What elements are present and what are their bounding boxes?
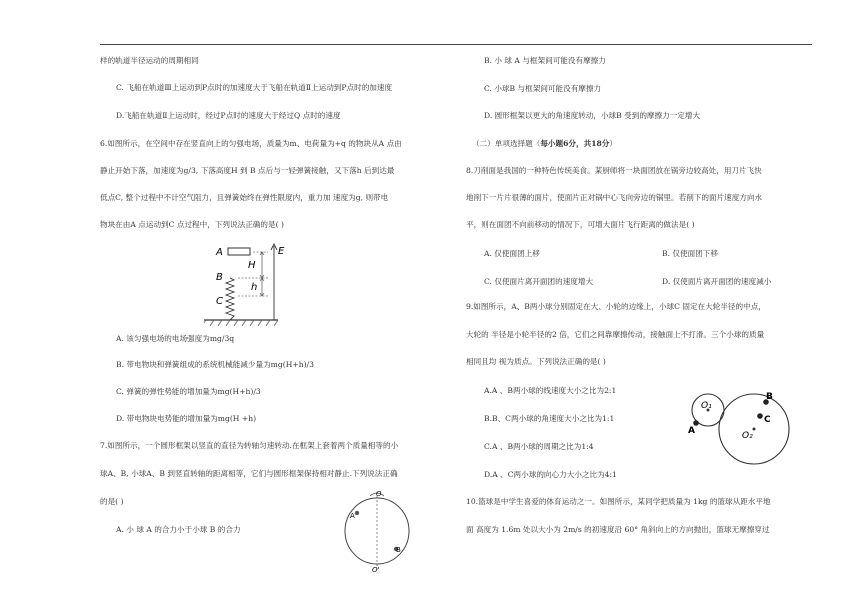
- q6-option-b: B. 带电物块和弹簧组成的系统机械能减少量为mg(H+h)/3: [116, 360, 314, 369]
- fig9-label-c: C: [764, 415, 771, 425]
- q6-option-d: D. 带电物块电势能的增加量为mg(H +h): [116, 414, 257, 423]
- q5-option-c: C. 飞船在轨道Ⅲ上运动到P点时的加速度大于飞船在轨道Ⅱ上运动到P点时的加速度: [116, 83, 393, 92]
- q7-stem-2: 球A、B, 小球A、B 到竖直转轴的距离相等，它们与圆形框架保持相对静止.下列说法正确: [100, 469, 398, 478]
- q7-figure: [332, 488, 422, 573]
- q7-option-a: A. 小 球 A 的合力小于小球 B 的合力: [116, 525, 241, 534]
- q6-figure: [204, 240, 394, 328]
- q9-stem-3: 相同且均 视为质点。下列说法正确的是( ): [466, 357, 606, 366]
- fig6-label-e: E: [278, 246, 285, 257]
- q8-stem-2: 地削下一片片很薄的面片，使面片正对锅中心飞向旁边的锅里。若削下的面片速度方向水: [466, 193, 763, 202]
- q7-stem-3: 的是( ): [100, 497, 124, 506]
- fig9-label-a: A: [688, 426, 695, 436]
- q10-stem-2: 面 高度为 1.6m 处以大小为 2m/s 的初速度沿 60° 角斜向上的方向抛出，篮球无摩擦穿过: [466, 525, 770, 534]
- fig6-label-a: A: [216, 247, 223, 258]
- q8-stem-1: 8.刀削面是我国的一种特色传统美食。某厨师将一块面团放在锅旁边较高处，用刀片飞快: [466, 166, 762, 175]
- q7-option-d: D. 圆形框架以更大的角速度转动，小球B 受到的摩擦力一定增大: [484, 111, 701, 120]
- fig9-label-o1: O₁: [701, 401, 712, 411]
- q10-stem-1: 10.篮球是中学生喜爱的体育运动之一。如图所示，某同学把质量为 1kg 的篮球从距水平地: [466, 497, 771, 506]
- q9-figure: [684, 386, 816, 466]
- fig7-label-a: A: [350, 512, 355, 520]
- q9-option-b: B.B、C两小球的角速度大小之比为1:1: [484, 414, 615, 423]
- q9-stem-2: 大轮的 半径是小轮半径的2 倍，它们之间靠摩擦传动，接触面上不打滑。三个小球的质量: [466, 330, 765, 339]
- q9-option-d: D.A 、C两小球的向心力大小之比为4:1: [484, 470, 617, 479]
- q6-stem-4: 物块在由A 点运动到C 点过程中，下列说法正确的是( ): [100, 220, 284, 229]
- fig6-label-h-upper: H: [248, 260, 256, 271]
- header-rule: [100, 44, 812, 45]
- q7-option-b: B. 小 球 A 与框架间可能没有摩擦力: [484, 56, 606, 65]
- section-heading: （二）单项选择题（每小题6分，共18分）: [472, 139, 617, 148]
- q8-option-c: C. 仅使面片离开面团的速度增大: [484, 277, 594, 286]
- q6-option-c: C. 弹簧的弹性势能的增加量为mg(H+h)/3: [116, 387, 261, 396]
- q6-stem-1: 6.如图所示，在空间中存在竖直向上的匀强电场，质量为m、电荷量为+q 的物块从A 点由: [100, 139, 402, 148]
- section-heading-bold: 每小题6分，共18分: [540, 139, 610, 148]
- fig6-label-b: B: [216, 272, 223, 283]
- q8-option-a: A. 仅使面团上移: [484, 249, 540, 258]
- q7-stem-1: 7.如图所示，一个圆形框架以竖直的直径为转轴匀速转动.在框架上套着两个质量相等的小: [100, 441, 399, 450]
- q6-option-a: A. 该匀强电场的电场强度为mg/3q: [116, 334, 235, 343]
- fig7-label-o-bottom: O': [372, 566, 380, 573]
- q8-option-d: D. 仅使面片离开面团的速度减小: [662, 277, 772, 286]
- fig7-label-b: B: [396, 546, 401, 554]
- fig9-label-o2: O₂: [742, 431, 753, 441]
- q9-stem-1: 9.如图所示，A、B两小球分别固定在大、小轮的边缘上，小球C 固定在大轮半径的中点，: [466, 302, 766, 311]
- fig6-label-h-lower: h: [251, 282, 258, 293]
- q5-option-d: D.飞船在轨道Ⅱ上运动时，经过P点时的速度大于经过Q 点时的速度: [116, 111, 341, 120]
- q6-stem-2: 静止开始下落，加速度为g/3, 下落高度H 到 B 点后与一轻弹簧接触，又下落h 后到达最: [100, 166, 395, 175]
- q9-option-c: C.A 、B两小球的周期之比为1:4: [484, 442, 594, 451]
- fig9-label-b: B: [766, 392, 773, 402]
- q6-stem-3: 低点C, 整个过程中不计空气阻力，且弹簧始终在弹性限度内，重力加 速度为g, 则带电: [100, 193, 389, 202]
- q8-stem-3: 平，则在面团不向前移动的情况下，可增大面片飞行距离的做法是( ): [466, 220, 695, 229]
- q9-option-a: A.A 、B两小球的线速度大小之比为2:1: [484, 386, 617, 395]
- q7-option-c: C. 小球B 与框架间可能没有摩擦力: [484, 84, 602, 93]
- q8-option-b: B. 仅使面团下移: [662, 249, 718, 258]
- q5-continuation: 样的轨道半径运动的周期相同: [100, 56, 199, 65]
- fig7-label-o-top: O: [376, 490, 382, 498]
- fig6-label-c: C: [216, 296, 223, 307]
